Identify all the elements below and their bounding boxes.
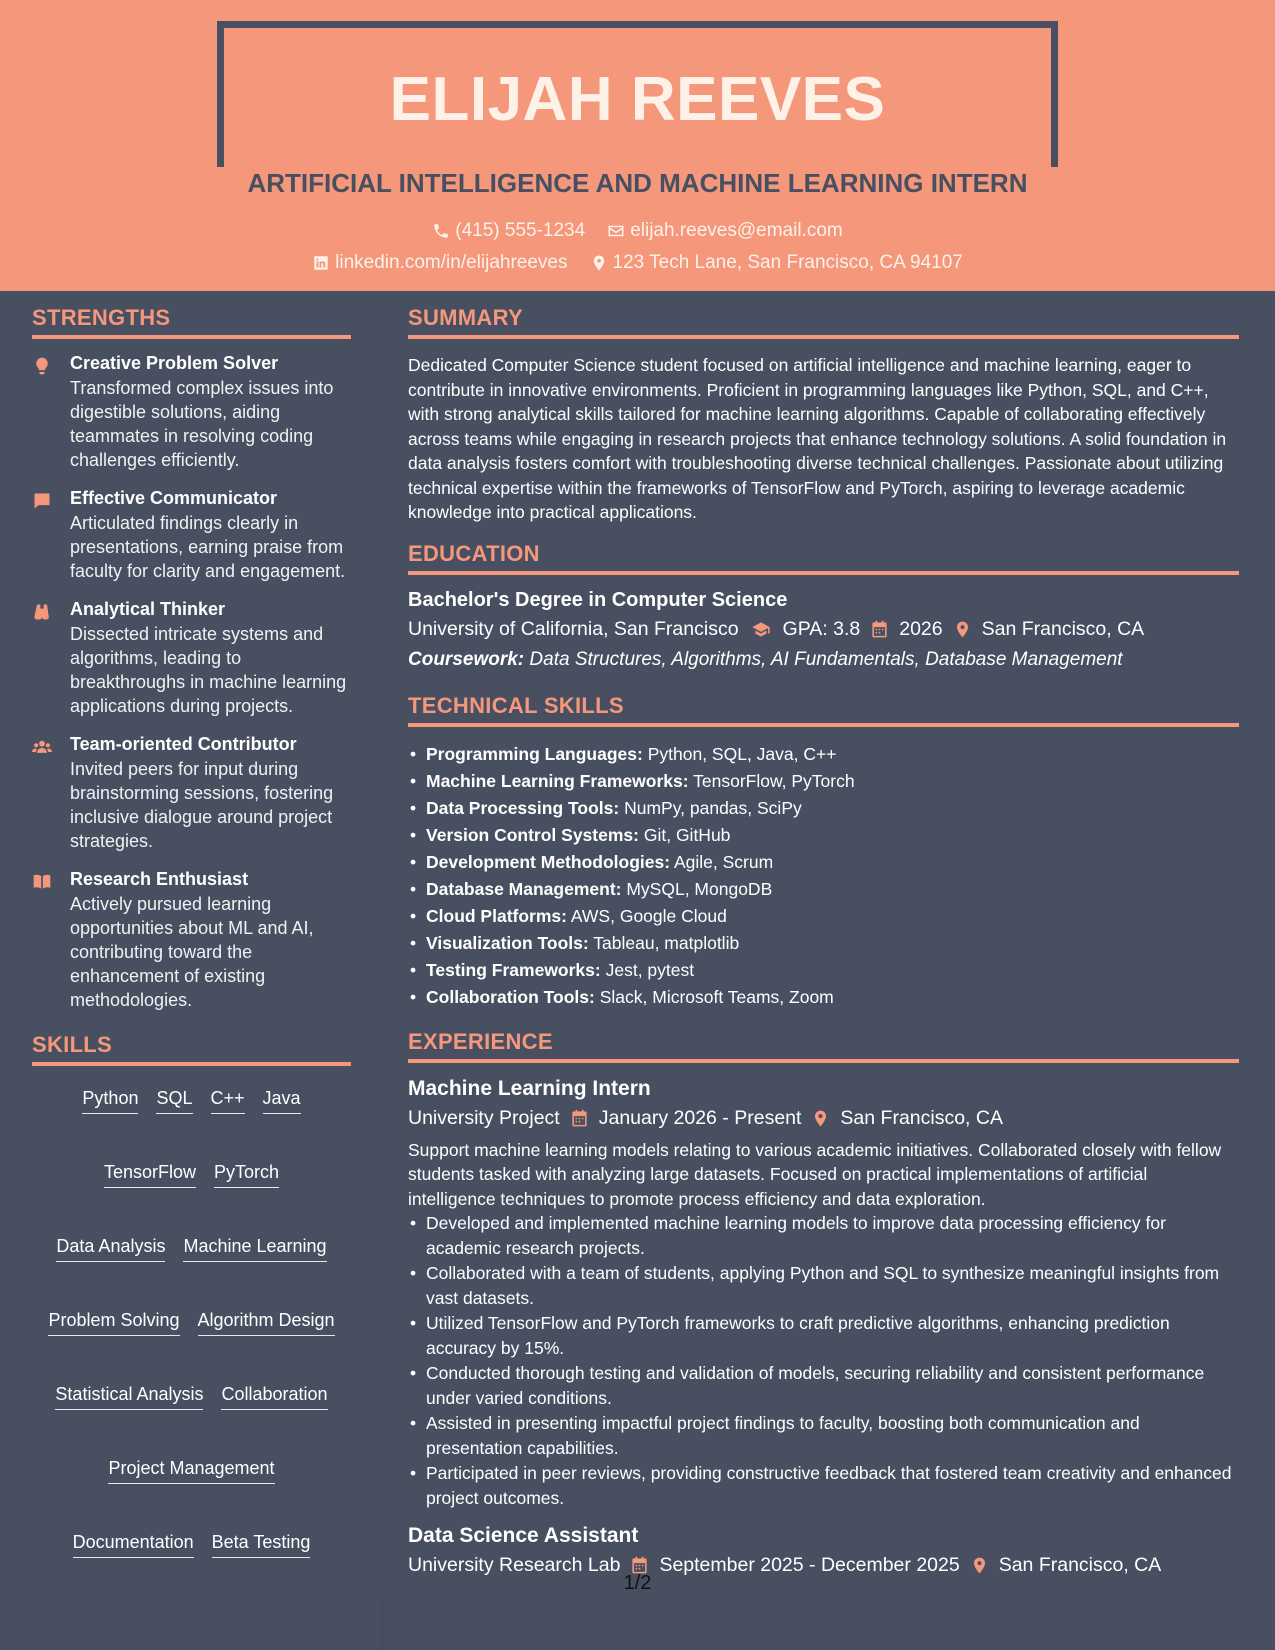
graduation-cap-icon (749, 620, 773, 639)
strength-title: Effective Communicator (70, 488, 278, 508)
strength-title: Creative Problem Solver (70, 353, 279, 373)
list-item: • Programming Languages: Python, SQL, Java, C++ (408, 741, 1239, 768)
binoculars-icon (32, 602, 52, 622)
skill-tag: Problem Solving (48, 1310, 179, 1336)
technical-skills-heading: TECHNICAL SKILLS (408, 693, 1239, 727)
job-title-heading: ARTIFICIAL INTELLIGENCE AND MACHINE LEARNING INTERN (247, 168, 1028, 198)
list-item: • Developed and implemented machine learning models to improve data processing efficiency for academic research projects. (408, 1211, 1239, 1260)
map-pin-icon (811, 1109, 830, 1128)
coursework (408, 649, 1239, 671)
list-item: • Cloud Platforms: AWS, Google Cloud (408, 903, 1239, 930)
experience-heading: EXPERIENCE (408, 1029, 1239, 1063)
list-item: • Visualization Tools: Tableau, matplotlib (408, 930, 1239, 957)
strength-item (32, 599, 351, 718)
graduation-year: 2026 (899, 617, 943, 640)
summary-text: Dedicated Computer Science student focused on artificial intelligence and machine learning, eager to contribute in innovative environments. Proficient in programming languages like Python, SQL, and C++, with strong analytical skills tailored for machine learning algorithms. Capable of collaborating effectively across teams while engaging in research projects that enhance technology solutions. A solid foundation in data analysis fosters comfort with troubleshooting diverse technical challenges. Passionate about utilizing technical expertise within the frameworks of TensorFlow and PyTorch, aspiring to leverage academic knowledge into practical applications. (408, 355, 1227, 522)
list-item: • Database Management: MySQL, MongoDB (408, 876, 1239, 903)
strength-desc: Dissected intricate systems and algorithms, leading to breakthroughs in machine learning applications during projects. (70, 624, 347, 716)
job-dates: September 2025 - December 2025 (659, 1554, 960, 1576)
degree-name: Bachelor's Degree in Computer Science (408, 588, 788, 611)
list-item: • Utilized TensorFlow and PyTorch frameworks to craft predictive algorithms, enhancing prediction accuracy by 15%. (408, 1311, 1239, 1360)
candidate-name: ELIJAH REEVES (389, 65, 886, 134)
job-title: Machine Learning Intern (408, 1076, 651, 1100)
strength-desc: Invited peers for input during brainstorming sessions, fostering inclusive dialogue around project strategies. (70, 759, 334, 851)
job-location: San Francisco, CA (998, 1554, 1162, 1576)
list-item: • Collaborated with a team of students, applying Python and SQL to synthesize meaningful insights from vast datasets. (408, 1261, 1239, 1310)
skill-tag: Machine Learning (183, 1236, 326, 1262)
strength-item (32, 734, 351, 853)
list-item: • Testing Frameworks: Jest, pytest (408, 957, 1239, 984)
job-org: University Project (408, 1106, 560, 1129)
education-meta (408, 618, 1239, 641)
gpa-text: GPA: 3.8 (782, 617, 861, 640)
calendar-icon (570, 1109, 589, 1128)
coursework-list: Data Structures, Algorithms, AI Fundamentals, Database Management (529, 648, 1123, 670)
page-number: 1/2 (623, 1572, 652, 1594)
list-item: • Version Control Systems: Git, GitHub (408, 822, 1239, 849)
list-item: • Assisted in presenting impactful project findings to faculty, boosting both communication and presentation capabilities. (408, 1411, 1239, 1460)
technical-skills-list (408, 741, 1239, 1011)
skill-tag: Project Management (108, 1458, 274, 1484)
job-bullets (408, 1211, 1239, 1510)
skill-tag: Statistical Analysis (55, 1384, 203, 1410)
contact-row-2 (0, 252, 1275, 274)
job-location: San Francisco, CA (840, 1106, 1003, 1129)
strength-item (32, 869, 351, 1012)
column-divider (382, 1600, 383, 1650)
strengths-heading: STRENGTHS (32, 305, 351, 339)
phone-icon (432, 222, 450, 240)
left-column (32, 305, 351, 1562)
list-item: • Conducted thorough testing and validation of models, securing reliability and consistent performance under varied conditions. (408, 1361, 1239, 1410)
email-contact[interactable] (607, 220, 843, 242)
list-item: • Machine Learning Frameworks: TensorFlow, PyTorch (408, 768, 1239, 795)
strength-desc: Transformed complex issues into digestible solutions, aiding teammates in resolving coding challenges efficiently. (70, 378, 334, 470)
job-meta (408, 1107, 1239, 1130)
skills-cloud (32, 1084, 351, 1562)
right-column (408, 305, 1239, 1585)
skill-tag: C++ (211, 1088, 245, 1114)
list-item: • Collaboration Tools: Slack, Microsoft Teams, Zoom (408, 984, 1239, 1011)
contact-row (0, 220, 1275, 242)
list-item: • Participated in peer reviews, providing constructive feedback that fostered team creativity and enhanced project outcomes. (408, 1461, 1239, 1510)
skill-tag: Collaboration (221, 1384, 327, 1410)
school-name: University of California, San Francisco (408, 617, 739, 640)
strength-desc: Actively pursued learning opportunities about ML and AI, contributing toward the enhancement of existing methodologies. (70, 894, 314, 1010)
job-description: Support machine learning models relating to various academic initiatives. Collaborated closely with fellow students tasked with analyzing large datasets. Focused on practical implementations of artificial intelligence techniques to promote process efficiency and data exploration. (408, 1139, 1222, 1209)
strength-title: Analytical Thinker (70, 599, 226, 619)
linkedin-icon (312, 254, 330, 272)
skill-tag: PyTorch (214, 1162, 279, 1188)
email-text: elijah.reeves@email.com (630, 220, 843, 241)
skill-tag: Algorithm Design (198, 1310, 335, 1336)
strength-item (32, 488, 351, 583)
strength-title: Research Enthusiast (70, 869, 249, 889)
envelope-icon (607, 222, 625, 240)
list-item: • Development Methodologies: Agile, Scrum (408, 849, 1239, 876)
job-org: University Research Lab (408, 1554, 621, 1576)
list-item: • Data Processing Tools: NumPy, pandas, SciPy (408, 795, 1239, 822)
address-text: 123 Tech Lane, San Francisco, CA 94107 (612, 252, 963, 273)
strength-desc: Articulated findings clearly in presentations, earning praise from faculty for clarity and engagement. (70, 513, 346, 581)
map-pin-icon (953, 620, 972, 639)
education-location: San Francisco, CA (981, 617, 1145, 640)
phone-text: (415) 555-1234 (455, 220, 586, 241)
coursework-label: Coursework: (408, 648, 525, 670)
book-icon (32, 872, 52, 892)
lightbulb-icon (32, 356, 52, 376)
header-banner (0, 0, 1275, 291)
skill-tag: Java (263, 1088, 301, 1114)
skills-heading: SKILLS (32, 1032, 351, 1066)
skill-tag: SQL (156, 1088, 192, 1114)
education-heading: EDUCATION (408, 541, 1239, 575)
phone-contact[interactable] (432, 220, 585, 242)
address-contact (590, 252, 963, 274)
summary-heading: SUMMARY (408, 305, 1239, 339)
map-pin-icon (590, 254, 608, 272)
skill-tag: Documentation (73, 1532, 194, 1558)
linkedin-contact[interactable] (312, 252, 567, 274)
skill-tag: Python (82, 1088, 138, 1114)
users-icon (32, 737, 52, 757)
strength-item (32, 353, 351, 472)
job-dates: January 2026 - Present (598, 1106, 802, 1129)
speech-bubble-icon (32, 491, 52, 511)
skill-tag: TensorFlow (104, 1162, 196, 1188)
skill-tag: Beta Testing (212, 1532, 311, 1558)
calendar-icon (870, 620, 889, 639)
linkedin-text: linkedin.com/in/elijahreeves (335, 252, 568, 273)
job-title: Data Science Assistant (408, 1524, 639, 1547)
skill-tag: Data Analysis (56, 1236, 165, 1262)
strength-title: Team-oriented Contributor (70, 734, 297, 754)
